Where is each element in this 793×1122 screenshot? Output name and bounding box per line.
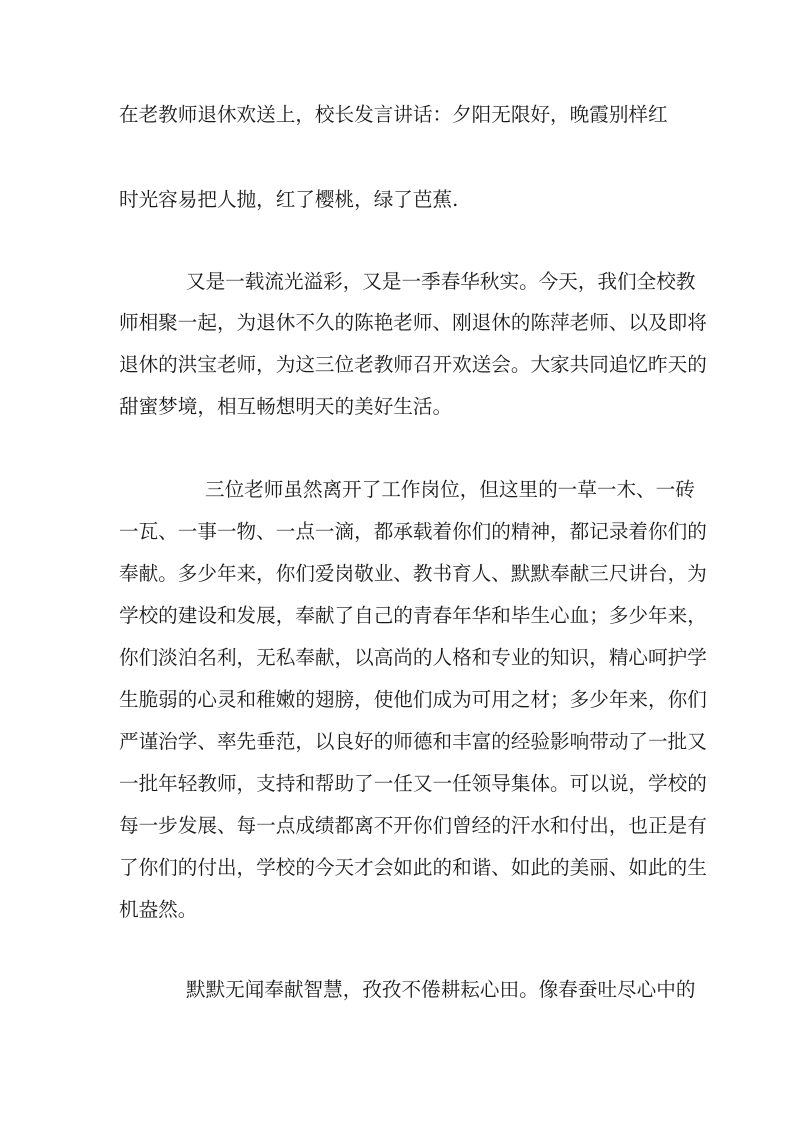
paragraph-line: 退休的洪宝老师，为这三位老教师召开欢送会。大家共同追忆昨天的 [119, 353, 707, 376]
heading-line-2: 时光容易把人抛，红了樱桃，绿了芭蕉. [119, 188, 459, 211]
paragraph-line: 你们淡泊名利，无私奉献，以高尚的人格和专业的知识，精心呵护学 [119, 646, 707, 669]
paragraph-line: 默默无闻奉献智慧，孜孜不倦耕耘心田。像春蚕吐尽心中的 [186, 978, 696, 1001]
paragraph-line: 机盎然。 [119, 898, 198, 921]
paragraph-line: 学校的建设和发展，奉献了自己的青春年华和毕生心血；多少年来， [119, 604, 707, 627]
paragraph-line: 三位老师虽然离开了工作岗位，但这里的一草一木、一砖 [205, 478, 695, 501]
heading-line-1: 在老教师退休欢送上，校长发言讲话：夕阳无限好，晚霞别样红 [119, 103, 668, 126]
paragraph-line: 每一步发展、每一点成绩都离不开你们曾经的汗水和付出，也正是有 [119, 814, 707, 837]
paragraph-line: 严谨治学、率先垂范，以良好的师德和丰富的经验影响带动了一批又 [119, 730, 707, 753]
paragraph-line: 了你们的付出，学校的今天才会如此的和谐、如此的美丽、如此的生 [119, 856, 707, 879]
paragraph-line: 生脆弱的心灵和稚嫩的翅膀，使他们成为可用之材；多少年来，你们 [119, 688, 707, 711]
paragraph-line: 一瓦、一事一物、一点一滴，都承载着你们的精神，都记录着你们的 [119, 520, 707, 543]
paragraph-line: 一批年轻教师，支持和帮助了一任又一任领导集体。可以说，学校的 [119, 772, 707, 795]
paragraph-line: 奉献。多少年来，你们爱岗敬业、教书育人、默默奉献三尺讲台，为 [119, 562, 707, 585]
paragraph-line: 甜蜜梦境，相互畅想明天的美好生活。 [119, 395, 453, 418]
paragraph-line: 又是一载流光溢彩，又是一季春华秋实。今天，我们全校教 [186, 270, 696, 293]
paragraph-line: 师相聚一起，为退休不久的陈艳老师、刚退休的陈萍老师、以及即将 [119, 311, 707, 334]
